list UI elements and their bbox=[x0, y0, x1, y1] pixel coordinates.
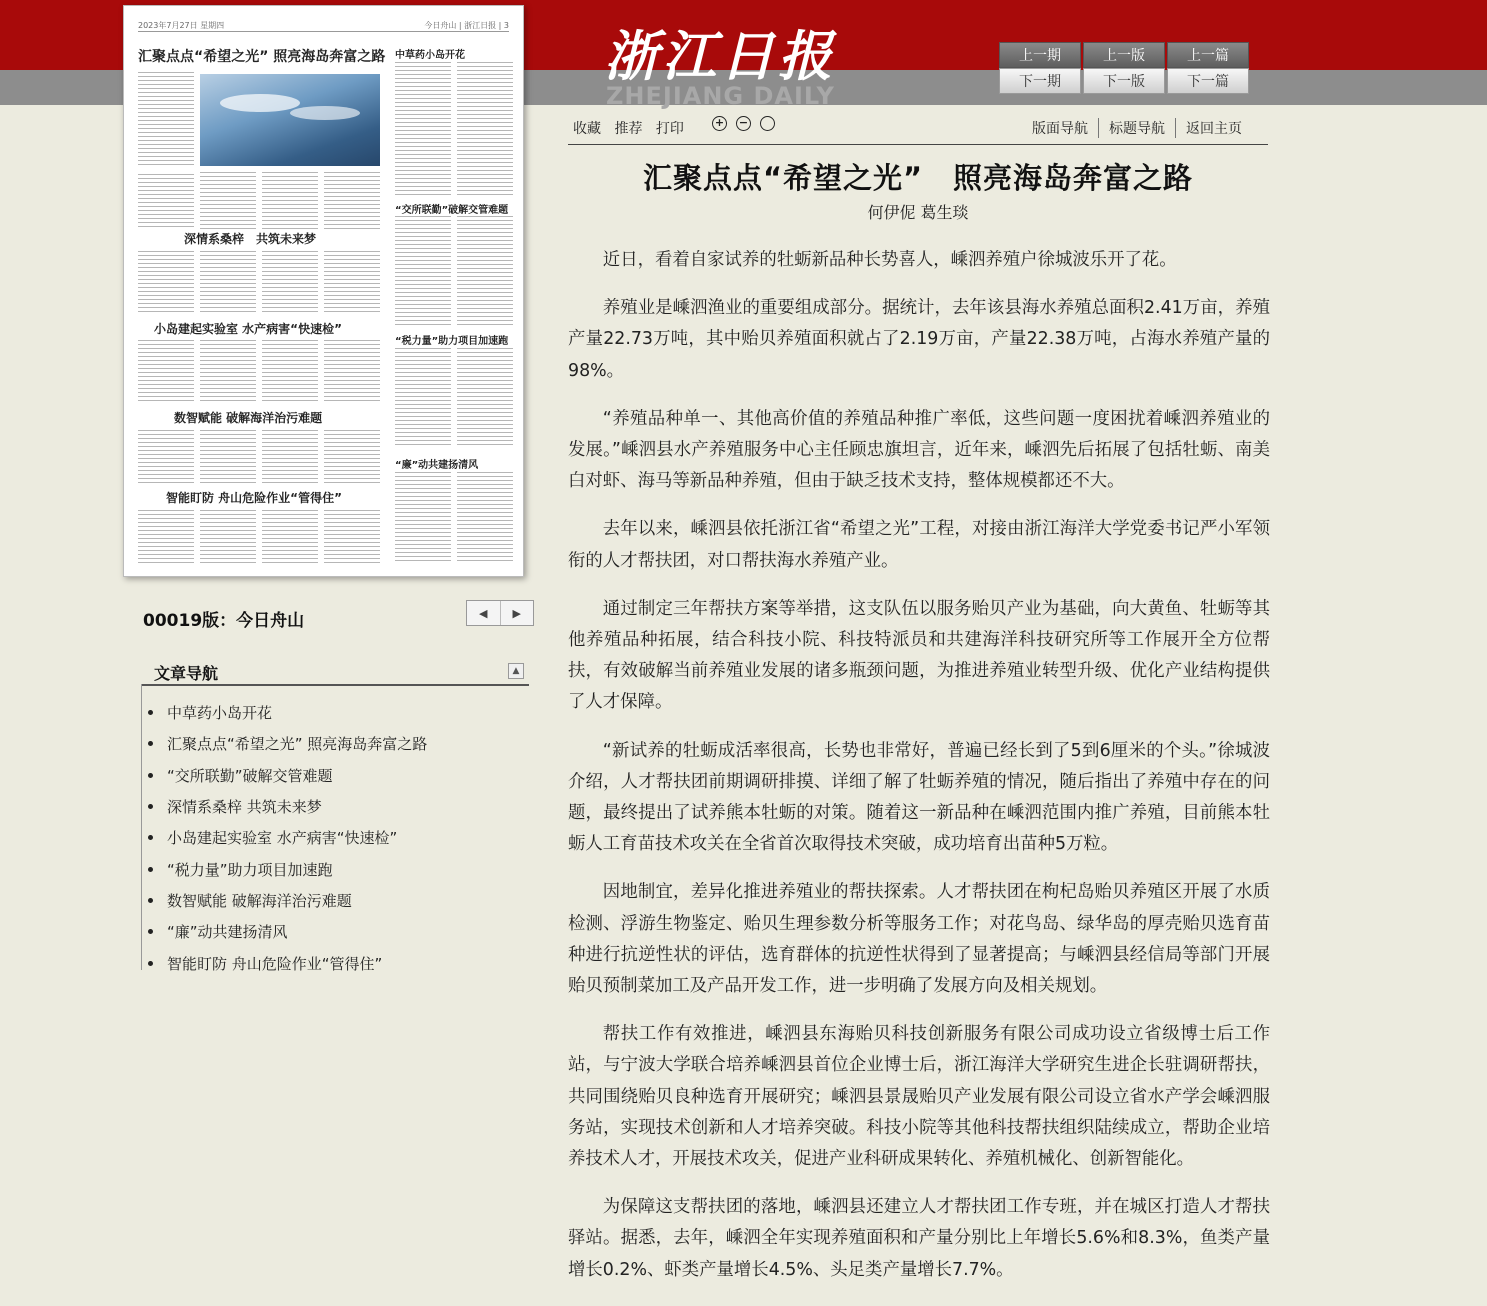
thumbnail-title-1[interactable]: 汇聚点点“希望之光” 照亮海岛奔富之路 bbox=[138, 49, 386, 65]
nav-item[interactable]: 中草药小岛开花 bbox=[148, 697, 427, 728]
next-page-arrow-icon[interactable]: ▶ bbox=[512, 606, 521, 620]
title-nav-link[interactable]: 标题导航 bbox=[1098, 118, 1175, 138]
newspaper-page-thumbnail[interactable] bbox=[123, 5, 524, 577]
home-link[interactable]: 返回主页 bbox=[1175, 118, 1252, 138]
article-nav-header bbox=[141, 660, 529, 686]
thumbnail-section: 今日舟山 | 浙江日报 | 3 bbox=[424, 21, 509, 30]
zoom-out-icon[interactable]: − bbox=[736, 116, 751, 131]
article-paragraph: “养殖品种单一、其他高价值的养殖品种推广率低，这些问题一度困扰着嵊泗养殖业的发展。”嵊泗县水产养殖服务中心主任顾忠旗坦言，近年来，嵊泗先后拓展了包括牡蛎、南美白对虾、海马等新品种养殖，但由于缺乏技术支持，整体规模都还不大。 bbox=[568, 408, 1270, 492]
article-paragraph: 为保障这支帮扶团的落地，嵊泗县还建立人才帮扶团工作专班，并在城区打造人才帮扶驿站。据悉，去年，嵊泗全年实现养殖面积和产量分别比上年增长5.6%和8.3%，鱼类产量增长0.2%、虾类产量增长4.5%、头足类产量增长7.7%。 bbox=[568, 1197, 1270, 1280]
zoom-controls bbox=[712, 116, 775, 131]
issue-pager bbox=[999, 42, 1249, 94]
collect-link[interactable]: 收藏 bbox=[573, 121, 601, 137]
collapse-arrow-icon[interactable]: ▲ bbox=[508, 663, 524, 679]
zoom-in-icon[interactable]: + bbox=[712, 116, 727, 131]
next-issue-button[interactable]: 下一期 bbox=[999, 68, 1081, 94]
edition-switcher bbox=[466, 600, 534, 626]
thumbnail-title-2[interactable]: 中草药小岛开花 bbox=[395, 50, 465, 61]
article-paragraph: 去年以来，嵊泗县依托浙江省“希望之光”工程，对接由浙江海洋大学党委书记严小军领衔的人才帮扶团，对口帮扶海水养殖产业。 bbox=[568, 519, 1270, 571]
next-edition-button[interactable]: 下一版 bbox=[1083, 68, 1165, 94]
nav-item[interactable]: 深情系桑梓 共筑未来梦 bbox=[148, 791, 427, 822]
prev-edition-button[interactable]: 上一版 bbox=[1083, 42, 1165, 68]
thumbnail-date: 2023年7月27日 星期四 bbox=[138, 21, 225, 30]
article-paragraph: 通过制定三年帮扶方案等举措，这支队伍以服务贻贝产业为基础，向大黄鱼、牡蛎等其他养殖品种拓展，结合科技小院、科技特派员和共建海洋科技研究所等工作展开全方位帮扶，有效破解当前养殖业发展的诸多瓶颈问题，为推进养殖业转型升级、优化产业结构提供了人才保障。 bbox=[568, 598, 1270, 713]
nav-divider bbox=[141, 684, 142, 970]
thumbnail-title-7[interactable]: 数智赋能 破解海洋治污难题 bbox=[174, 411, 323, 425]
logo-english: ZHEJIANG DAILY bbox=[606, 82, 835, 110]
edition-label: 00019版：今日舟山 bbox=[143, 611, 305, 631]
thumbnail-photo bbox=[200, 74, 380, 166]
nav-item[interactable]: “廉”动共建扬清风 bbox=[148, 916, 427, 947]
article-nav-title: 文章导航 bbox=[154, 664, 219, 683]
article-paragraph: 近日，看着自家试养的牡蛎新品种长势喜人，嵊泗养殖户徐城波乐开了花。 bbox=[602, 250, 1177, 270]
nav-item[interactable]: 小岛建起实验室 水产病害“快速检” bbox=[148, 822, 427, 853]
article-nav-list bbox=[148, 697, 427, 979]
thumbnail-header bbox=[138, 20, 509, 32]
logo-chinese[interactable]: 浙江日报 bbox=[604, 24, 836, 88]
print-link[interactable]: 打印 bbox=[655, 121, 684, 137]
article-authors: 何伊伲 葛生琰 bbox=[867, 203, 969, 222]
article-toolbar bbox=[568, 114, 1268, 145]
prev-article-button[interactable]: 上一篇 bbox=[1167, 42, 1249, 68]
thumbnail-title-4[interactable]: 深情系桑梓 共筑未来梦 bbox=[184, 232, 317, 246]
nav-item[interactable]: 数智赋能 破解海洋治污难题 bbox=[148, 885, 427, 916]
article-paragraph: 因地制宜，差异化推进养殖业的帮扶探索。人才帮扶团在枸杞岛贻贝养殖区开展了水质检测、浮游生物鉴定、贻贝生理参数分析等服务工作；对花鸟岛、绿华岛的厚壳贻贝选育苗种进行抗逆性状的评估，选育群体的抗逆性状得到了显著提高；与嵊泗县经信局等部门开展贻贝预制菜加工及产品开发工作，进一步明确了发展方向及相关规划。 bbox=[568, 882, 1270, 997]
thumbnail-title-8[interactable]: “廉”动共建扬清风 bbox=[395, 460, 479, 471]
prev-page-arrow-icon[interactable]: ◀ bbox=[467, 601, 501, 625]
article-title: 汇聚点点“希望之光” 照亮海岛奔富之路 bbox=[642, 161, 1194, 195]
article-paragraph: “新试养的牡蛎成活率很高，长势也非常好，普遍已经长到了5到6厘米的个头。”徐城波介绍，人才帮扶团前期调研排摸、详细了解了牡蛎养殖的情况，随后指出了养殖中存在的问题，最终提出了试养熊本牡蛎的对策。随着这一新品种在嵊泗范围内推广养殖，目前熊本牡蛎人工育苗技术攻关在全省首次取得技术突破，成功培育出苗种5万粒。 bbox=[568, 740, 1270, 855]
prev-issue-button[interactable]: 上一期 bbox=[999, 42, 1081, 68]
nav-item[interactable]: 汇聚点点“希望之光” 照亮海岛奔富之路 bbox=[148, 728, 427, 759]
layout-nav-link[interactable]: 版面导航 bbox=[1032, 121, 1088, 137]
article-paragraph: 帮扶工作有效推进，嵊泗县东海贻贝科技创新服务有限公司成功设立省级博士后工作站，与宁波大学联合培养嵊泗县首位企业博士后，浙江海洋大学研究生进企长驻调研帮扶，共同围绕贻贝良种选育开展研究；嵊泗县景晟贻贝产业发展有限公司设立省水产学会嵊泗服务站，实现技术创新和人才培养突破。科技小院等其他科技帮扶组织陆续成立，帮助企业培养技术人才，开展技术攻关，促进产业科研成果转化、养殖机械化、创新智能化。 bbox=[568, 1024, 1270, 1170]
thumbnail-title-9[interactable]: 智能盯防 舟山危险作业“管得住” bbox=[166, 491, 342, 505]
next-article-button[interactable]: 下一篇 bbox=[1167, 68, 1249, 94]
article-body bbox=[568, 245, 1270, 1303]
recommend-link[interactable]: 推荐 bbox=[614, 121, 643, 137]
thumbnail-title-5[interactable]: “税力量”助力项目加速跑 bbox=[395, 336, 509, 347]
article-paragraph: 养殖业是嵊泗渔业的重要组成部分。据统计，去年该县海水养殖总面积2.41万亩，养殖产量22.73万吨，其中贻贝养殖面积就占了2.19万亩，产量22.38万吨，占海水养殖产量的98%。 bbox=[568, 298, 1270, 381]
nav-item[interactable]: “税力量”助力项目加速跑 bbox=[148, 853, 427, 884]
nav-item[interactable]: “交所联勤”破解交管难题 bbox=[148, 760, 427, 791]
thumbnail-title-3[interactable]: “交所联勤”破解交管难题 bbox=[395, 205, 509, 216]
thumbnail-title-6[interactable]: 小岛建起实验室 水产病害“快速检” bbox=[154, 322, 342, 336]
zoom-reset-icon[interactable] bbox=[760, 116, 775, 131]
nav-item[interactable]: 智能盯防 舟山危险作业“管得住” bbox=[148, 947, 427, 978]
